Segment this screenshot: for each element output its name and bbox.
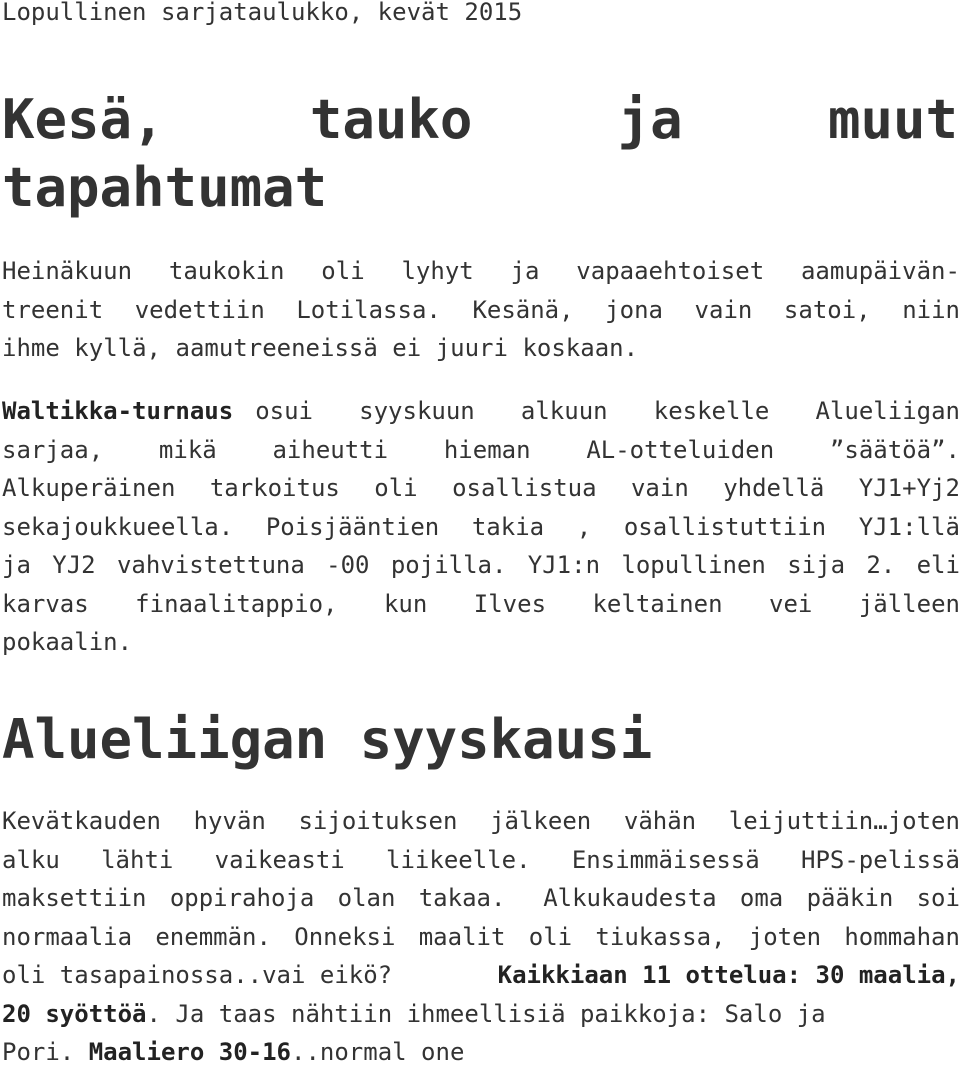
word: juuri	[436, 329, 508, 368]
text-line	[2, 918, 960, 957]
text-line	[2, 291, 960, 330]
text-line	[2, 879, 960, 918]
word: Onneksi	[294, 918, 395, 957]
word: Lotilassa.	[296, 291, 441, 330]
word: aamutreeneissä	[176, 329, 378, 368]
word: sarjaa,	[2, 431, 103, 470]
word: oma	[740, 879, 783, 918]
title-word: Kesä,	[2, 86, 165, 154]
text-line	[2, 585, 960, 624]
word: aiheutti	[272, 431, 388, 470]
word: tiukassa,	[595, 918, 725, 957]
word: vahvistettuna	[117, 546, 305, 585]
word: tarkoitus	[210, 469, 340, 508]
text-line	[2, 841, 960, 880]
paragraph-alueliiga	[2, 802, 960, 1072]
text-line	[2, 623, 960, 662]
word: vaikeasti	[215, 841, 345, 880]
word: pokaalin.	[2, 623, 132, 662]
word: ,	[577, 508, 591, 547]
section-title-line2: tapahtumat	[2, 154, 327, 222]
text-line	[2, 546, 960, 585]
word: vei	[769, 585, 812, 624]
text-line	[2, 1033, 960, 1072]
word: Kevätkauden	[2, 802, 161, 841]
word: takia	[472, 508, 544, 547]
word: Poisjääntien	[266, 508, 439, 547]
word: lopullinen	[621, 546, 766, 585]
line-group	[2, 995, 826, 1034]
title-word: ja	[618, 86, 683, 154]
word: finaalitappio,	[135, 585, 337, 624]
word: leijuttiin…joten	[729, 802, 960, 841]
word: HPS-pelissä	[801, 841, 960, 880]
text-line	[2, 469, 960, 508]
word: jälkeen	[490, 802, 591, 841]
word: vain	[695, 291, 753, 330]
paragraph-waltikka	[2, 392, 960, 662]
word: Alueliigan	[816, 392, 960, 431]
word: taukokin	[169, 252, 285, 291]
word: syyskuun	[359, 392, 475, 431]
word: osui	[255, 392, 313, 431]
word: keskelle	[654, 392, 770, 431]
word: oli	[529, 918, 572, 957]
word: eli	[917, 546, 960, 585]
text-line	[2, 431, 960, 470]
word: oli	[321, 252, 364, 291]
word: koskaan.	[522, 329, 638, 368]
word: pojilla.	[391, 546, 507, 585]
word: niin	[902, 291, 960, 330]
bold-phrase: Kaikkiaan 11 ottelua: 30 maalia,	[498, 956, 960, 995]
word: vedettiin	[135, 291, 265, 330]
word: 2.	[866, 546, 895, 585]
word: ”säätöä”.	[830, 431, 960, 470]
text-line	[2, 392, 960, 431]
bold-phrase: Maaliero 30-16	[89, 1038, 291, 1066]
word: ja	[511, 252, 540, 291]
word: vähän	[624, 802, 696, 841]
word: sekajoukkueella.	[2, 508, 233, 547]
word: YJ1:n	[528, 546, 600, 585]
text-line	[2, 956, 960, 995]
word: kun	[384, 585, 427, 624]
text-line	[2, 252, 960, 291]
word: ei	[392, 329, 421, 368]
word: sija	[787, 546, 845, 585]
word: Ilves	[474, 585, 546, 624]
bold-phrase: 20 syöttöä	[2, 1000, 147, 1028]
section-title-alueliiga: Alueliigan syyskausi	[2, 706, 652, 774]
word: Heinäkuun	[2, 252, 132, 291]
word: jona	[605, 291, 663, 330]
plain-text: . Ja taas nähtiin ihmeellisiä paikkoja: Salo ja	[147, 1000, 826, 1028]
text-line	[2, 802, 960, 841]
word: yhdellä	[723, 469, 824, 508]
word: aamupäivän-	[801, 252, 960, 291]
plain-text: oli tasapainossa..vai eikö?	[2, 956, 392, 995]
word: vain	[631, 469, 689, 508]
word: osallistuttiin	[624, 508, 826, 547]
word: Ensimmäisessä	[572, 841, 760, 880]
word: alku	[2, 841, 60, 880]
word: soi	[917, 879, 960, 918]
title-word: muut	[828, 86, 958, 154]
word: enemmän.	[155, 918, 271, 957]
word: Kesänä,	[472, 291, 573, 330]
word: YJ1+Yj2	[859, 469, 960, 508]
word: liikeelle.	[386, 841, 531, 880]
word: takaa.	[419, 879, 520, 918]
word: jälleen	[859, 585, 960, 624]
word: ihme	[2, 329, 60, 368]
text-line	[2, 995, 960, 1034]
word: ja	[2, 546, 31, 585]
previous-article-link[interactable]: Lopullinen sarjataulukko, kevät 2015	[2, 0, 522, 28]
word: oli	[374, 469, 417, 508]
word: YJ2	[52, 546, 95, 585]
paragraph-summer	[2, 252, 960, 368]
word: treenit	[2, 291, 103, 330]
word: pääkin	[807, 879, 894, 918]
word: sijoituksen	[298, 802, 457, 841]
word: vapaaehtoiset	[576, 252, 764, 291]
title-word: tauko	[310, 86, 473, 154]
word: karvas	[2, 585, 89, 624]
word: oppirahoja	[170, 879, 315, 918]
word: joten	[749, 918, 821, 957]
word: lyhyt	[401, 252, 473, 291]
word: Alkukaudesta	[543, 879, 716, 918]
word: hieman	[444, 431, 531, 470]
word: hyvän	[194, 802, 266, 841]
word: mikä	[159, 431, 217, 470]
word: maalit	[419, 918, 506, 957]
word: maksettiin	[2, 879, 147, 918]
word: osallistua	[452, 469, 597, 508]
line-group	[2, 1033, 464, 1072]
text-line	[2, 508, 960, 547]
line-rest	[255, 392, 960, 431]
plain-text: ..normal one	[291, 1038, 464, 1066]
word: hommahan	[844, 918, 960, 957]
word: Alkuperäinen	[2, 469, 175, 508]
word: olan	[338, 879, 396, 918]
word: alkuun	[521, 392, 608, 431]
word: AL-otteluiden	[586, 431, 774, 470]
word: kyllä,	[74, 329, 161, 368]
bold-phrase: Waltikka-turnaus	[2, 392, 233, 431]
word: normaalia	[2, 918, 132, 957]
word: YJ1:llä	[859, 508, 960, 547]
text-line	[2, 329, 960, 368]
word: satoi,	[784, 291, 871, 330]
word: lähti	[101, 841, 173, 880]
word: keltainen	[592, 585, 722, 624]
section-title-line1	[2, 86, 958, 154]
plain-text: Pori.	[2, 1038, 89, 1066]
word: -00	[326, 546, 369, 585]
